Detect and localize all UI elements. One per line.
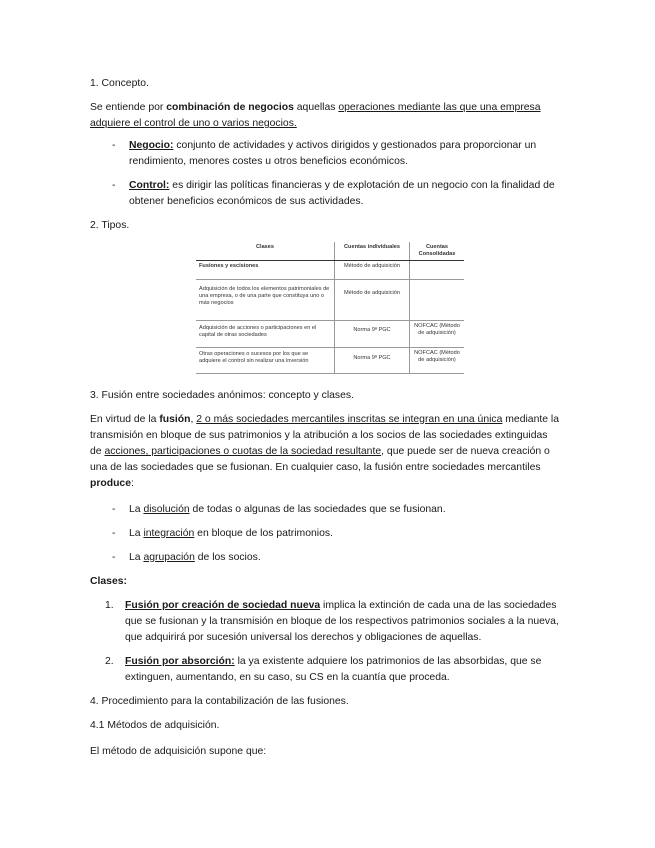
table-cell: Norma 9ª PGC bbox=[335, 321, 410, 348]
table-cell: Fusiones y escisiones bbox=[196, 261, 335, 280]
types-table bbox=[196, 242, 464, 374]
table-cell: Método de adquisición bbox=[335, 261, 410, 280]
concept-paragraph bbox=[90, 100, 560, 132]
effect-item bbox=[90, 526, 560, 542]
effect-item bbox=[90, 550, 560, 566]
section-heading-concepto: 1. Concepto. bbox=[90, 78, 149, 89]
underlined-word: integración bbox=[143, 528, 195, 539]
bullet-text: es dirigir las políticas financieras y de explotación de un negocio con la finalidad de obtener beneficios económicos de sus actividades. bbox=[129, 180, 555, 207]
table-cell: NOFCAC (Método de adquisición) bbox=[410, 348, 465, 374]
header-cell: Cuentas Consolidadas bbox=[410, 242, 465, 261]
list-number: 2. bbox=[105, 656, 114, 667]
table-cell bbox=[410, 280, 465, 321]
text-run: La bbox=[129, 552, 144, 563]
classes-label: Clases: bbox=[90, 576, 127, 587]
bullet-term: Control: bbox=[129, 180, 170, 191]
underlined-phrase: acciones, participaciones o cuotas de la sociedad resultante bbox=[104, 446, 382, 457]
underlined-phrase: 2 o más sociedades mercantiles inscritas se integran en una única bbox=[196, 414, 503, 425]
class-text: la ya existente adquiere los patrimonios de las absorbidas, que se extinguen, aumentando, en su caso, su CS en la cuantía que proceda. bbox=[125, 656, 542, 683]
bullet-text: conjunto de actividades y activos dirigidos y gestionados para proporcionar un rendimiento, menores costes u otros beneficios económicos. bbox=[129, 140, 537, 167]
underlined-phrase: operaciones mediante las que una empresa adquiere el control de uno o varios negocios. bbox=[90, 102, 541, 129]
dash-marker: - bbox=[112, 504, 116, 515]
bullet-term: Negocio: bbox=[129, 140, 174, 151]
class-text: implica la extinción de cada una de las sociedades que se fusionan y la transmisión en bloque de los respectivos patrimonios sociales a la nueva, que adquirirá por sucesión universal los derechos y obligaciones de aquellas. bbox=[125, 600, 559, 643]
class-item-new-company bbox=[90, 598, 560, 646]
header-cell: Clases bbox=[196, 242, 335, 261]
text-run: , bbox=[190, 414, 197, 425]
text-run: de todas o algunas de las sociedades que se fusionan. bbox=[189, 504, 446, 515]
fusion-paragraph bbox=[90, 412, 560, 492]
table-cell: Método de adquisición bbox=[335, 280, 410, 321]
dash-marker: - bbox=[112, 180, 116, 191]
text-run: Se entiende por bbox=[90, 102, 167, 113]
section-heading-tipos: 2. Tipos. bbox=[90, 220, 130, 231]
table-cell: Adquisición de acciones o participaciones en el capital de otras sociedades bbox=[196, 321, 335, 348]
bold-term: combinación de negocios bbox=[166, 102, 294, 113]
table-cell: NOFCAC (Método de adquisición) bbox=[410, 321, 465, 348]
bold-term: produce bbox=[90, 478, 131, 489]
text-run: mediante la transmisión en bloque de sus patrimonios y la atribución a los socios de las sociedades extinguidas de bbox=[90, 414, 559, 457]
table-header-row bbox=[196, 242, 464, 261]
table-cell: Otras operaciones o sucesos por los que se adquiere el control sin realizar una inversión bbox=[196, 348, 335, 374]
header-cell: Cuentas individuales bbox=[335, 242, 410, 261]
table-row bbox=[196, 348, 464, 374]
text-run: La bbox=[129, 528, 144, 539]
text-run: , que puede ser de nueva creación o una de las sociedades que se fusionan. En cualquier caso, la fusión entre sociedades mercantiles bbox=[90, 446, 550, 473]
table-cell bbox=[410, 261, 465, 280]
section-heading-procedimiento: 4. Procedimiento para la contabilización de las fusiones. bbox=[90, 696, 349, 707]
list-number: 1. bbox=[105, 600, 114, 611]
dash-marker: - bbox=[112, 528, 116, 539]
text-run: : bbox=[131, 478, 134, 489]
table-row bbox=[196, 321, 464, 348]
text-run: en bloque de los patrimonios. bbox=[194, 528, 333, 539]
bullet-negocio bbox=[90, 138, 560, 170]
text-run: de los socios. bbox=[194, 552, 261, 563]
class-item-absorption bbox=[90, 654, 560, 686]
table-cell: Adquisición de todos los elementos patrimoniales de una empresa, o de una parte que constituya uno o más negocios bbox=[196, 280, 335, 321]
class-term: Fusión por absorción: bbox=[125, 656, 235, 667]
dash-marker: - bbox=[112, 140, 116, 151]
text-run: La bbox=[129, 504, 144, 515]
dash-marker: - bbox=[112, 552, 116, 563]
types-table-figure bbox=[196, 242, 464, 374]
effect-item bbox=[90, 502, 560, 518]
table-row bbox=[196, 280, 464, 321]
bullet-control bbox=[90, 178, 560, 210]
underlined-word: agrupación bbox=[143, 552, 195, 563]
text-run: aquellas bbox=[293, 102, 339, 113]
class-term: Fusión por creación de sociedad nueva bbox=[125, 600, 321, 611]
section-heading-fusion: 3. Fusión entre sociedades anónimos: concepto y clases. bbox=[90, 390, 354, 401]
text-run: En virtud de la bbox=[90, 414, 160, 425]
bold-term: fusión bbox=[159, 414, 191, 425]
document-page bbox=[90, 76, 560, 766]
methods-intro: El método de adquisición supone que: bbox=[90, 746, 267, 757]
section-heading-metodos: 4.1 Métodos de adquisición. bbox=[90, 720, 220, 731]
table-cell: Norma 9ª PGC bbox=[335, 348, 410, 374]
underlined-word: disolución bbox=[143, 504, 190, 515]
table-row bbox=[196, 261, 464, 280]
